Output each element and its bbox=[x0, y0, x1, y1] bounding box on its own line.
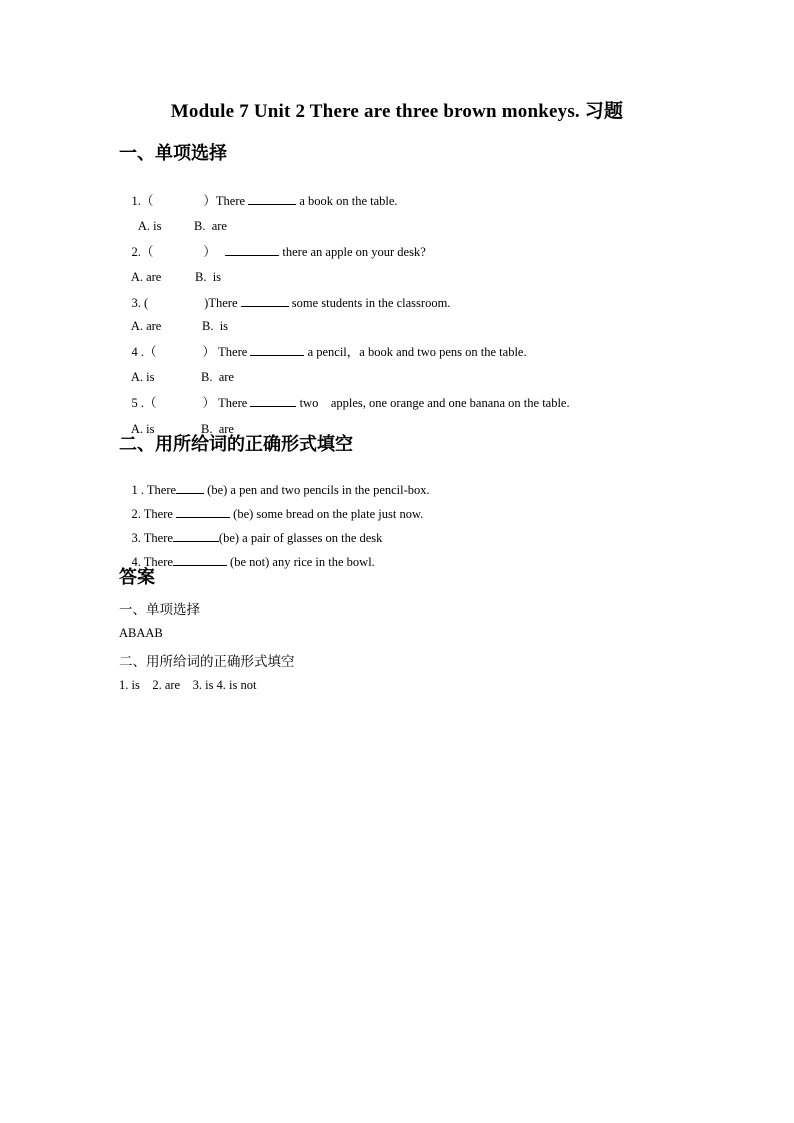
option-a: A. is bbox=[137, 219, 162, 233]
question-3: 3. ( )There some students in the classroom. bbox=[131, 296, 451, 310]
answers-heading: 答案 bbox=[119, 567, 155, 587]
question-2: 2.（ ） there an apple on your desk? bbox=[131, 245, 426, 259]
answer-blank[interactable] bbox=[241, 294, 289, 307]
answer-blank[interactable] bbox=[225, 243, 279, 256]
option-b: B. are bbox=[201, 422, 234, 436]
question-4: 4 .（ ） There a pencil，a book and two pens on the table. bbox=[131, 345, 527, 359]
option-b: B. are bbox=[194, 219, 227, 233]
answer-blank[interactable] bbox=[173, 553, 227, 566]
answer-blank[interactable] bbox=[250, 394, 296, 407]
option-b: B. is bbox=[195, 270, 222, 284]
option-a: A. is bbox=[130, 422, 155, 436]
question-number: 4 .（ bbox=[131, 345, 157, 359]
fill-item-3: 3. There (be) a pair of glasses on the desk bbox=[131, 531, 383, 545]
answers-section2: 1. is 2. are 3. is 4. is not bbox=[119, 678, 257, 692]
option-a: A. are bbox=[130, 319, 162, 333]
answers-section1: ABAAB bbox=[119, 626, 163, 640]
fill-item-2: 2. There (be) some bread on the plate just now. bbox=[131, 507, 424, 521]
answer-blank[interactable] bbox=[250, 343, 304, 356]
question-number: 3. ( bbox=[131, 296, 149, 310]
section1-heading: 一、单项选择 bbox=[119, 143, 227, 163]
question-number: 1.（ bbox=[131, 194, 154, 208]
option-b: B. is bbox=[202, 319, 229, 333]
answer-blank[interactable] bbox=[248, 192, 296, 205]
option-a: A. are bbox=[130, 270, 162, 284]
fill-item-4: 4. There (be not) any rice in the bowl. bbox=[131, 555, 375, 569]
option-a: A. is bbox=[130, 370, 155, 384]
answers-sub1: 一、单项选择 bbox=[119, 602, 200, 618]
option-b: B. are bbox=[201, 370, 234, 384]
question-number: 5 .（ bbox=[131, 396, 157, 410]
answers-sub2: 二、用所给词的正确形式填空 bbox=[119, 654, 295, 670]
question-number: 2.（ bbox=[131, 245, 154, 259]
question-1: 1.（ ）There a book on the table. bbox=[131, 194, 398, 208]
page-title: Module 7 Unit 2 There are three brown monkeys. 习题 bbox=[170, 101, 624, 122]
question-5: 5 .（ ） There two apples, one orange and one banana on the table. bbox=[131, 396, 570, 410]
section2-heading: 二、用所给词的正确形式填空 bbox=[119, 434, 353, 454]
fill-item-1: 1 . There (be) a pen and two pencils in the pencil-box. bbox=[131, 483, 430, 497]
